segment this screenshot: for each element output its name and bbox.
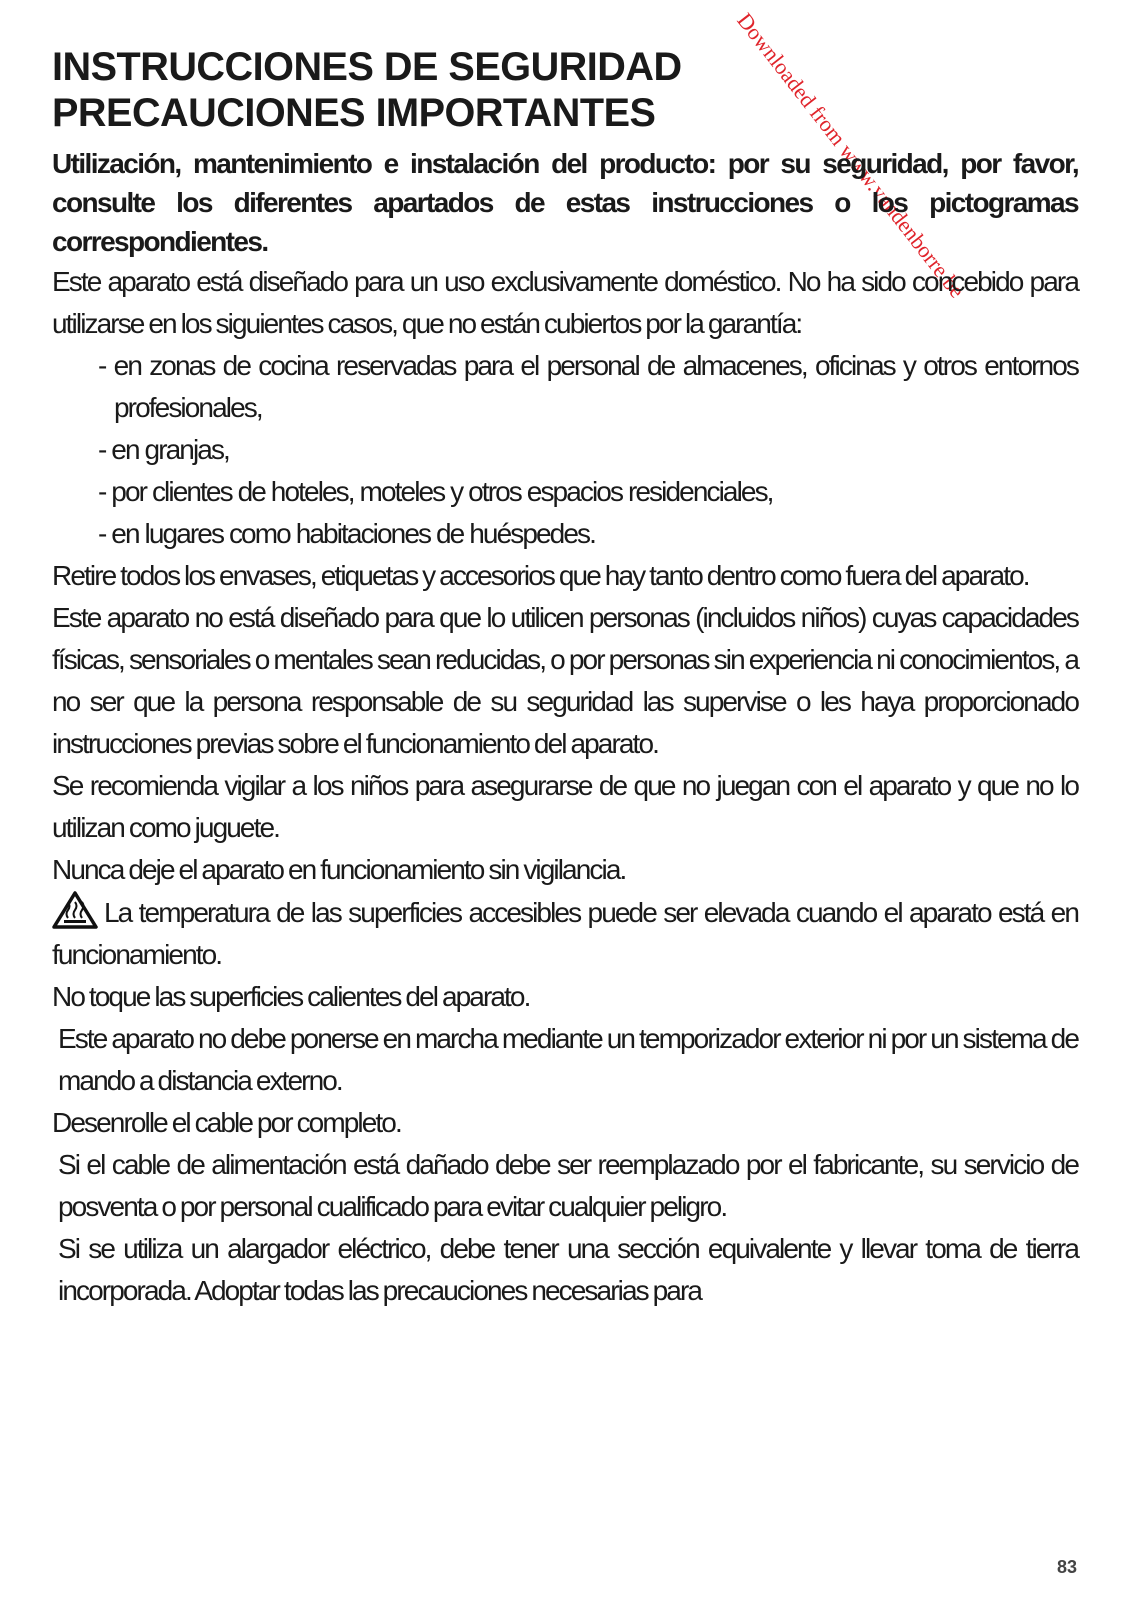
- list-item: - en lugares como habitaciones de huéspedes.: [98, 518, 596, 549]
- safety-instructions-page: [52, 44, 1078, 1312]
- paragraph-persons: Este aparato no está diseñado para que lo utilicen personas (incluidos niños) cuyas capacidades físicas, sensoriales o mentales sean reducidas, o por personas sin experiencia ni conocimientos, a no ser que la persona responsable de su seguridad las supervise o les haya proporcionado instrucciones previas sobre el funcionamiento del aparato.: [52, 602, 1078, 759]
- paragraph-extension-cord: Si se utiliza un alargador eléctrico, debe tener una sección equivalente y llevar toma de tierra incorporada. Adoptar todas las precauciones necesarias para: [58, 1233, 1078, 1306]
- title-line-2: PRECAUCIONES IMPORTANTES: [52, 91, 656, 135]
- paragraph-hot-surface: [52, 891, 1078, 976]
- list-item: - por clientes de hoteles, moteles y otros espacios residenciales,: [98, 476, 773, 507]
- paragraph-hot-touch: No toque las superficies calientes del aparato.: [52, 981, 530, 1012]
- list-item: - en granjas,: [98, 434, 229, 465]
- hot-surface-text: La temperatura de las superficies accesibles puede ser elevada cuando el aparato está en funcionamiento.: [52, 897, 1078, 970]
- download-watermark: Downloaded from www.vandenborre.be: [732, 8, 971, 303]
- paragraph-supervision: Nunca deje el aparato en funcionamiento sin vigilancia.: [52, 854, 626, 885]
- paragraph-domestic-use: Este aparato está diseñado para un uso exclusivamente doméstico. No ha sido concebido para utilizarse en los siguientes casos, que no están cubiertos por la garantía:: [52, 266, 1078, 339]
- paragraph-remove-packaging: Retire todos los envases, etiquetas y accesorios que hay tanto dentro como fuera del aparato.: [52, 560, 1029, 591]
- hot-surface-warning-icon: [52, 891, 98, 929]
- title-line-1: INSTRUCCIONES DE SEGURIDAD: [52, 45, 682, 89]
- page-title: [52, 44, 1068, 136]
- page-number: 83: [1056, 1557, 1077, 1577]
- paragraph-children: Se recomienda vigilar a los niños para asegurarse de que no juegan con el aparato y que no lo utilizan como juguete.: [52, 770, 1078, 843]
- excluded-uses-list: [52, 345, 1078, 555]
- list-item: - en zonas de cocina reservadas para el personal de almacenes, oficinas y otros entornos profesionales,: [98, 350, 1078, 423]
- paragraph-timer: Este aparato no debe ponerse en marcha mediante un temporizador exterior ni por un sistema de mando a distancia externo.: [58, 1023, 1078, 1096]
- paragraph-unroll-cable: Desenrolle el cable por completo.: [52, 1107, 401, 1138]
- intro-paragraph: Utilización, mantenimiento e instalación del producto: por su seguridad, por favor, consulte los diferentes apartados de estas instrucciones o los pictogramas correspondientes.: [52, 148, 1078, 257]
- paragraph-damaged-cable: Si el cable de alimentación está dañado debe ser reemplazado por el fabricante, su servicio de posventa o por personal cualificado para evitar cualquier peligro.: [58, 1149, 1078, 1222]
